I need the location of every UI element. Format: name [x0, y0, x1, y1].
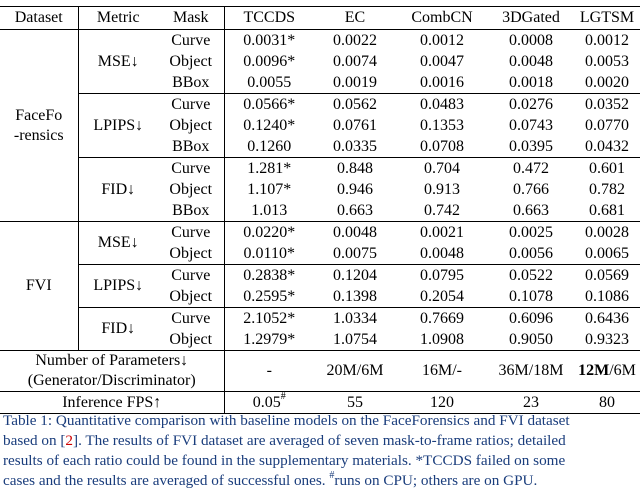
caption-line-1: Table 1: Quantitative comparison with baseline models on the FaceForensics and FVI dataset	[3, 412, 570, 429]
metric-name: MSE↓	[78, 222, 158, 265]
mask-type: Object	[158, 286, 224, 308]
fps-combcn: 120	[396, 392, 488, 414]
params-tccds: -	[224, 351, 314, 392]
table-row	[0, 94, 640, 116]
value-ec: 0.0761	[333, 116, 377, 134]
caption-line-4	[3, 471, 640, 491]
value-lgtsm: 0.0020	[585, 73, 629, 91]
value-lgtsm: 0.0065	[585, 244, 629, 262]
metric-name: MSE↓	[97, 52, 139, 70]
value-combcn: 0.0047	[420, 52, 464, 70]
dataset-name	[0, 30, 78, 222]
value-tccds: 1.013	[251, 201, 288, 219]
mask-type: BBox	[158, 72, 224, 94]
value-combcn: 0.0708	[420, 137, 464, 155]
value-lgtsm: 0.0028	[574, 222, 640, 244]
header-lgtsm: LGTSM	[574, 7, 640, 30]
table-row	[0, 222, 640, 244]
params-combcn: 16M/-	[396, 351, 488, 392]
value-3dgated: 0.472	[488, 158, 574, 180]
dataset-name-line2: -rensics	[13, 126, 64, 144]
value-tccds: 1.281*	[224, 158, 314, 180]
header-dataset: Dataset	[0, 7, 78, 30]
value-3dgated: 0.0008	[509, 31, 553, 49]
value-ec: 0.1398	[333, 287, 377, 305]
value-3dgated: 0.0018	[509, 73, 553, 91]
header-mask: Mask	[158, 7, 224, 30]
value-3dgated: 0.0395	[509, 137, 553, 155]
table-row	[0, 265, 640, 287]
params-label	[0, 351, 224, 392]
params-lgtsm-rest: /6M	[609, 362, 636, 379]
mask-type: Object	[158, 115, 224, 136]
value-lgtsm: 0.0432	[585, 137, 629, 155]
table-row	[0, 308, 640, 330]
dataset-name-line1: FVI	[25, 277, 52, 294]
value-3dgated: 0.0743	[509, 116, 553, 134]
value-ec: 1.0754	[333, 330, 377, 348]
value-ec: 0.0048	[314, 222, 396, 244]
value-lgtsm: 0.0770	[585, 116, 629, 134]
value-3dgated: 0.9050	[509, 330, 553, 348]
value-combcn: 0.0048	[420, 244, 464, 262]
value-ec: 0.0074	[333, 52, 377, 70]
value-lgtsm: 0.6436	[574, 308, 640, 330]
value-ec: 0.663	[337, 201, 373, 219]
params-row	[0, 351, 640, 392]
value-lgtsm: 0.1086	[585, 287, 629, 305]
fps-tccds-sup: #	[280, 391, 286, 403]
caption-line-4-before: cases and the results are averaged of successful ones.	[3, 472, 330, 489]
metric-name: LPIPS↓	[78, 265, 158, 308]
value-combcn: 0.742	[424, 201, 460, 219]
header-ec: EC	[314, 7, 396, 30]
results-table	[0, 6, 640, 414]
caption-line-4-after: runs on CPU; others are on GPU.	[334, 472, 538, 489]
caption-line-2-after: ]. The results of FVI dataset are averaged of seven mask-to-frame ratios; detailed	[73, 432, 566, 449]
metric-name: FID↓	[78, 308, 158, 351]
params-label-line1: Number of Parameters↓	[35, 352, 189, 369]
value-tccds: 0.2595*	[243, 287, 296, 305]
mask-type: Curve	[158, 158, 224, 180]
value-lgtsm: 0.0012	[585, 31, 629, 49]
header-combcn: CombCN	[396, 7, 488, 30]
value-lgtsm: 0.0569	[574, 265, 640, 287]
value-tccds: 1.2979*	[243, 330, 296, 348]
value-3dgated: 0.0522	[488, 265, 574, 287]
value-3dgated: 0.766	[513, 180, 549, 198]
value-ec: 0.0562	[314, 94, 396, 116]
metric-name: LPIPS↓	[78, 94, 158, 158]
results-body	[0, 30, 640, 351]
value-tccds: 0.0110*	[243, 244, 295, 262]
fps-label: Inference FPS↑	[0, 392, 224, 414]
value-ec: 0.1204	[314, 265, 396, 287]
value-lgtsm: 0.0352	[574, 94, 640, 116]
caption-line-2	[3, 431, 640, 451]
value-combcn: 0.0483	[396, 94, 488, 116]
value-ec: 0.0335	[333, 137, 377, 155]
mask-type: BBox	[158, 136, 224, 158]
value-combcn: 0.0795	[396, 265, 488, 287]
value-ec: 0.848	[314, 158, 396, 180]
table-caption	[3, 411, 640, 491]
mask-type: Object	[158, 179, 224, 200]
value-tccds: 2.1052*	[224, 308, 314, 330]
dataset-name-line1: FaceFo	[15, 106, 63, 124]
value-combcn: 0.704	[396, 158, 488, 180]
params-lgtsm	[574, 351, 640, 392]
caption-line-2-before: based on [	[3, 432, 66, 449]
value-ec: 0.0022	[333, 31, 377, 49]
mask-type: Object	[158, 243, 224, 265]
value-tccds: 1.107*	[247, 180, 292, 198]
value-combcn: 1.0908	[420, 330, 464, 348]
value-3dgated: 0.663	[513, 201, 549, 219]
value-combcn: 0.0016	[420, 73, 464, 91]
value-3dgated: 0.6096	[488, 308, 574, 330]
header-tccds: TCCDS	[224, 7, 314, 30]
value-combcn: 0.913	[424, 180, 460, 198]
mask-type: Curve	[158, 222, 224, 244]
value-ec: 0.946	[337, 180, 373, 198]
mask-type: Object	[158, 329, 224, 351]
fps-tccds-value: 0.05	[252, 393, 281, 411]
metric-name: FID↓	[78, 158, 158, 222]
mask-type: Curve	[158, 308, 224, 330]
header-metric: Metric	[78, 7, 158, 30]
mask-type: Object	[158, 51, 224, 72]
value-3dgated: 0.0048	[509, 52, 553, 70]
params-ec: 20M/6M	[314, 351, 396, 392]
fps-ec: 55	[314, 392, 396, 414]
mask-type: Curve	[158, 94, 224, 116]
mask-type: Curve	[158, 30, 224, 52]
value-combcn: 0.2054	[420, 287, 464, 305]
value-3dgated: 0.0276	[488, 94, 574, 116]
value-tccds: 0.1260	[247, 137, 292, 155]
value-combcn: 0.1353	[420, 116, 464, 134]
params-lgtsm-bold: 12M	[578, 362, 610, 379]
value-tccds: 0.0566*	[224, 94, 314, 116]
value-lgtsm: 0.601	[574, 158, 640, 180]
value-combcn: 0.0021	[396, 222, 488, 244]
value-tccds: 0.1240*	[243, 116, 296, 134]
mask-type: Curve	[158, 265, 224, 287]
value-ec: 1.0334	[314, 308, 396, 330]
params-3dgated: 36M/18M	[488, 351, 574, 392]
params-label-line2: (Generator/Discriminator)	[27, 372, 196, 389]
fps-3dgated: 23	[488, 392, 574, 414]
fps-lgtsm: 80	[574, 392, 640, 414]
value-tccds: 0.0031*	[243, 31, 296, 49]
value-lgtsm: 0.9323	[585, 330, 629, 348]
value-tccds: 0.0055	[247, 73, 292, 91]
caption-line-4-sup: #	[329, 469, 335, 481]
caption-line-3: results of each ratio could be found in the supplementary materials. *TCCDS failed on some	[3, 452, 566, 469]
value-3dgated: 0.1078	[509, 287, 553, 305]
value-3dgated: 0.0056	[509, 244, 553, 262]
value-ec: 0.0075	[333, 244, 377, 262]
dataset-name	[0, 222, 78, 351]
header-row	[0, 7, 640, 30]
value-tccds: 0.0096*	[243, 52, 296, 70]
value-combcn: 0.7669	[396, 308, 488, 330]
citation-link[interactable]: 2	[65, 432, 74, 449]
value-ec: 0.0019	[333, 73, 377, 91]
mask-type: BBox	[158, 200, 224, 222]
value-lgtsm: 0.0053	[585, 52, 629, 70]
value-lgtsm: 0.782	[589, 180, 625, 198]
value-tccds: 0.2838*	[224, 265, 314, 287]
header-3dgated: 3DGated	[488, 7, 574, 30]
value-tccds: 0.0220*	[224, 222, 314, 244]
table-row	[0, 30, 640, 52]
value-3dgated: 0.0025	[488, 222, 574, 244]
value-combcn: 0.0012	[420, 31, 464, 49]
table-row	[0, 158, 640, 180]
value-lgtsm: 0.681	[589, 201, 625, 219]
